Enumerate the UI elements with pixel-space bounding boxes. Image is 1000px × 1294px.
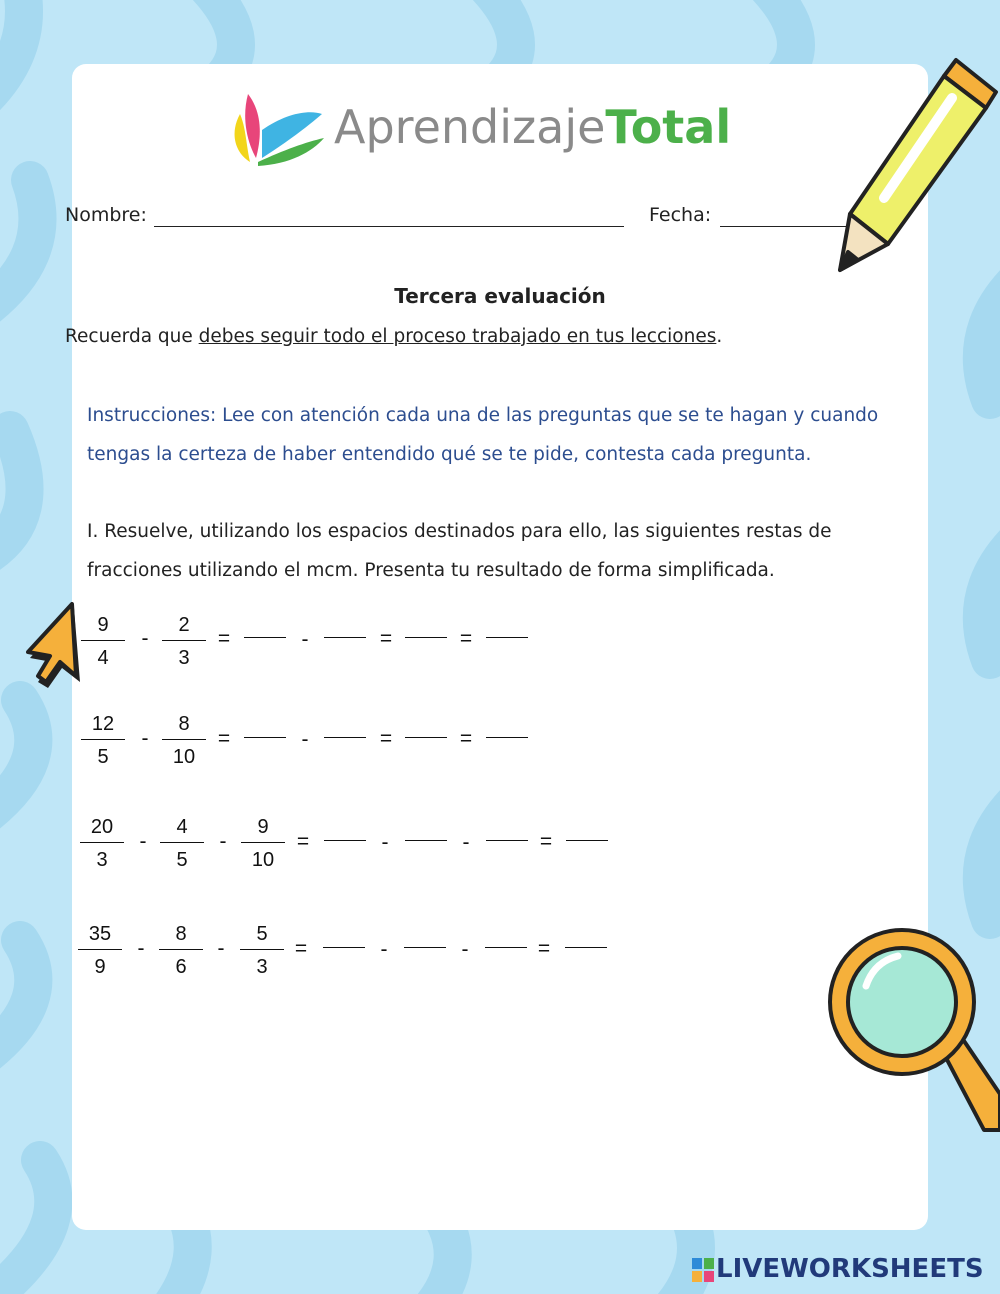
answer-blank[interactable] xyxy=(244,737,286,738)
fraction xyxy=(240,921,284,980)
fraction-numerator: 9 xyxy=(97,614,109,636)
name-field[interactable] xyxy=(154,226,624,227)
answer-blank[interactable] xyxy=(323,947,365,948)
logo-icon xyxy=(228,92,328,168)
answer-blank[interactable] xyxy=(486,840,528,841)
fraction-denominator: 3 xyxy=(96,849,108,871)
minus-sign: - xyxy=(381,831,389,854)
answer-blank[interactable] xyxy=(244,637,286,638)
equals-sign: = xyxy=(379,627,393,650)
logo-wordmark xyxy=(334,100,731,154)
minus-sign: - xyxy=(301,628,309,651)
liveworksheets-logo-icon xyxy=(692,1258,714,1282)
fraction-numerator: 8 xyxy=(178,713,190,735)
fraction xyxy=(162,711,206,770)
fraction xyxy=(160,814,204,873)
page-title: Tercera evaluación xyxy=(394,284,606,308)
minus-sign: - xyxy=(141,727,149,750)
fraction xyxy=(241,814,285,873)
liveworksheets-badge xyxy=(692,1258,714,1282)
answer-blank[interactable] xyxy=(405,737,447,738)
reminder-underlined: debes seguir todo el proceso trabajado en tus lecciones xyxy=(198,326,717,347)
minus-sign: - xyxy=(217,937,225,960)
fraction-denominator: 3 xyxy=(256,956,268,978)
fraction xyxy=(81,612,125,671)
fraction xyxy=(78,921,122,980)
equals-sign: = xyxy=(217,627,231,650)
fraction-numerator: 20 xyxy=(90,816,114,838)
instructions-line-2: tengas la certeza de haber entendido qué se te pide, contesta cada pregunta. xyxy=(87,444,812,465)
section-1-prompt xyxy=(87,512,927,590)
logo-word-regular: Aprendizaje xyxy=(334,100,606,154)
equals-sign: = xyxy=(296,830,310,853)
fraction-denominator: 3 xyxy=(178,647,190,669)
minus-sign: - xyxy=(461,938,469,961)
fraction-numerator: 12 xyxy=(91,713,115,735)
instructions xyxy=(87,396,927,474)
fraction-numerator: 4 xyxy=(176,816,188,838)
fraction-denominator: 10 xyxy=(251,849,275,871)
pencil-icon xyxy=(836,52,1000,278)
fraction-numerator: 8 xyxy=(175,923,187,945)
answer-blank[interactable] xyxy=(405,840,447,841)
reminder-text xyxy=(65,326,722,347)
equals-sign: = xyxy=(539,830,553,853)
equals-sign: = xyxy=(459,727,473,750)
fraction-numerator: 2 xyxy=(178,614,190,636)
fraction-denominator: 4 xyxy=(97,647,109,669)
equals-sign: = xyxy=(217,727,231,750)
equals-sign: = xyxy=(459,627,473,650)
answer-blank[interactable] xyxy=(485,947,527,948)
fraction-numerator: 9 xyxy=(257,816,269,838)
liveworksheets-wordmark: LIVEWORKSHEETS xyxy=(716,1254,984,1284)
cursor-icon xyxy=(18,602,88,694)
fraction-numerator: 35 xyxy=(88,923,112,945)
fraction-denominator: 5 xyxy=(176,849,188,871)
instructions-line-1: Instrucciones: Lee con atención cada una de las preguntas que se te hagan y cuando xyxy=(87,405,879,426)
minus-sign: - xyxy=(301,728,309,751)
fraction xyxy=(81,711,125,770)
fraction-denominator: 6 xyxy=(175,956,187,978)
answer-blank[interactable] xyxy=(324,737,366,738)
name-label: Nombre: xyxy=(65,204,147,226)
answer-blank[interactable] xyxy=(404,947,446,948)
answer-blank[interactable] xyxy=(486,737,528,738)
fraction xyxy=(80,814,124,873)
magnifier-icon xyxy=(826,926,1000,1140)
answer-blank[interactable] xyxy=(324,840,366,841)
equals-sign: = xyxy=(537,937,551,960)
answer-blank[interactable] xyxy=(324,637,366,638)
answer-blank[interactable] xyxy=(405,637,447,638)
fraction xyxy=(159,921,203,980)
logo-word-bold: Total xyxy=(605,100,732,154)
answer-blank[interactable] xyxy=(565,947,607,948)
fraction-denominator: 9 xyxy=(94,956,106,978)
equals-sign: = xyxy=(294,937,308,960)
answer-blank[interactable] xyxy=(566,840,608,841)
equals-sign: = xyxy=(379,727,393,750)
minus-sign: - xyxy=(141,627,149,650)
reminder-prefix: Recuerda que xyxy=(65,326,199,347)
fraction xyxy=(162,612,206,671)
minus-sign: - xyxy=(219,830,227,853)
section-1-line-2: fracciones utilizando el mcm. Presenta tu resultado de forma simplificada. xyxy=(87,560,775,581)
minus-sign: - xyxy=(137,937,145,960)
minus-sign: - xyxy=(139,830,147,853)
date-label: Fecha: xyxy=(649,204,712,226)
fraction-denominator: 5 xyxy=(97,746,109,768)
answer-blank[interactable] xyxy=(486,637,528,638)
section-1-line-1: I. Resuelve, utilizando los espacios destinados para ello, las siguientes restas de xyxy=(87,521,832,542)
minus-sign: - xyxy=(462,831,470,854)
fraction-numerator: 5 xyxy=(256,923,268,945)
fraction-denominator: 10 xyxy=(172,746,196,768)
reminder-suffix: . xyxy=(716,326,723,347)
minus-sign: - xyxy=(380,938,388,961)
